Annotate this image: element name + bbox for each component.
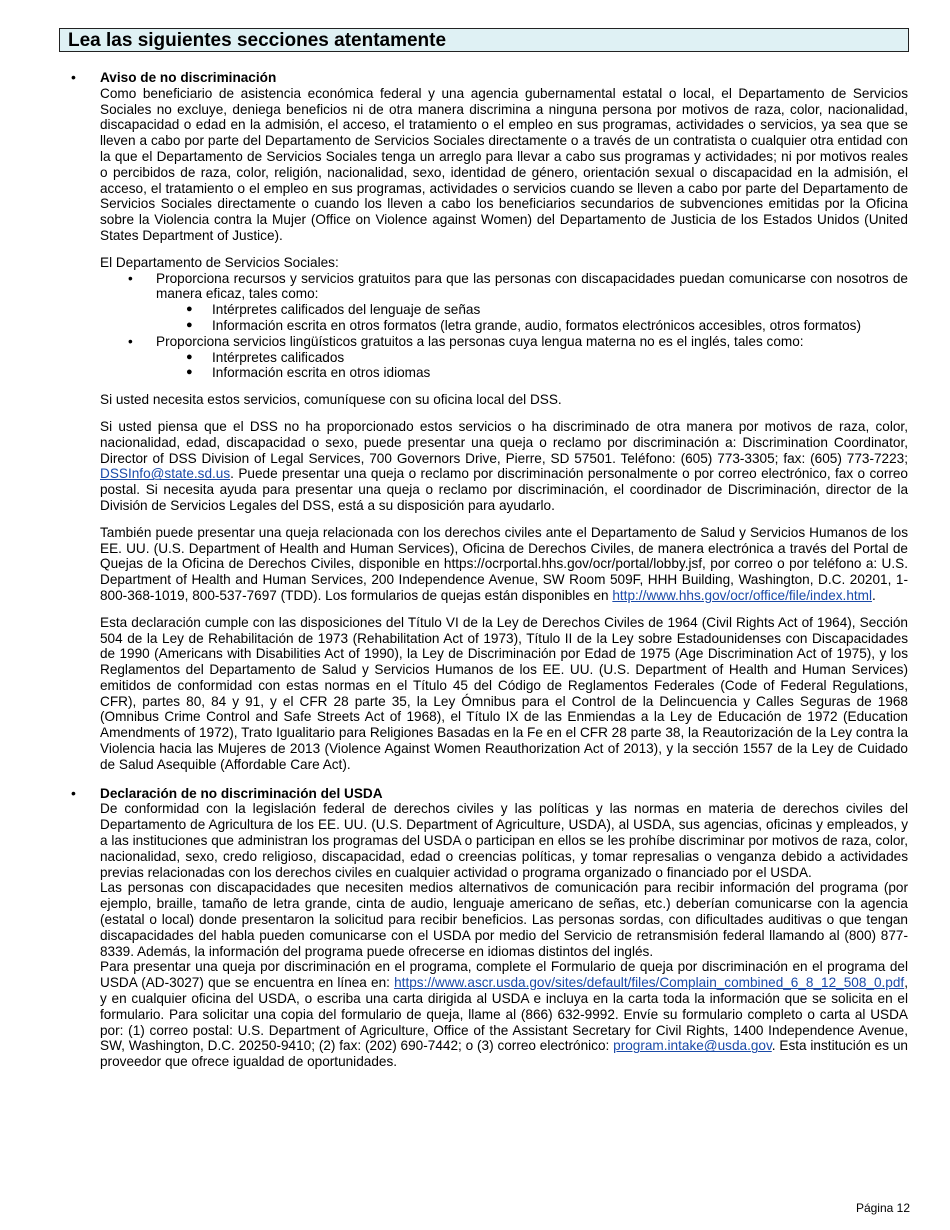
paragraph: Para presentar una queja por discriminación en el programa, complete el Formulario de queja por discriminación en el programa del USDA (AD-3027) que se encuentra en línea en: https://www.ascr.usda.gov/sites/default/files/Complain_combined_6_8_12_508_0.pdf, y en cualquier oficina del USDA, o escriba una carta dirigida al USDA e incluya en la carta toda la información que se solicita en el formulario. Para solicitar una copia del formulario de queja, llame al (866) 632-9992. Envíe su formulario completo o carta al USDA por: (1) correo postal: U.S. Department of Agriculture, Office of the Assistant Secretary for Civil Rights, 1400 Independence Avenue, SW, Washington, D.C. 20250-9410; (2) fax: (202) 690-7442; o (3) correo electrónico: program.intake@usda.gov. Esta institución es un proveedor que ofrece igualdad de oportunidades. [100, 959, 908, 1070]
bullet-icon: • [71, 69, 76, 85]
dss-email-link[interactable]: DSSInfo@state.sd.us [100, 466, 231, 482]
section-title: Declaración de no discriminación del USDA [100, 785, 383, 801]
usda-form-link[interactable]: https://www.ascr.usda.gov/sites/default/files/Complain_combined_6_8_12_508_0.pdf [394, 975, 905, 991]
list-item: ● Intérpretes calificados [212, 350, 908, 366]
bullet-icon: • [71, 784, 76, 801]
hhs-link[interactable]: http://www.hhs.gov/ocr/office/file/index.html [612, 587, 873, 603]
dss-intro: El Departamento de Servicios Sociales: [100, 254, 339, 270]
list-item: • Proporciona servicios lingüísticos gratuitos a las personas cuya lengua materna no es el inglés, tales como: ● Intérpretes calificados ● Información escrita en otros idiomas [156, 334, 908, 381]
services-list [100, 271, 908, 382]
paragraph: Las personas con discapacidades que necesiten medios alternativos de comunicación para recibir información del programa (por ejemplo, braille, tamaño de letra grande, cinta de audio, lenguaje americano de señas, etc.) deberían comunicarse con la agencia (estatal o local) donde presentaron la solicitud para recibir beneficios. Las personas sordas, con dificultades auditivas o que tengan discapacidades del habla pueden comunicarse con el USDA por medio del Servicio de retransmisión federal llamando al (800) 877-8339. Además, la información del programa puede ofrecerse en idiomas distintos del inglés. [100, 880, 908, 959]
hhs-paragraph: También puede presentar una queja relacionada con los derechos civiles ante el Departamento de Salud y Servicios Humanos de los EE. UU. (U.S. Department of Health and Human Services), Oficina de Derechos Civiles, de manera electrónica a través del Portal de Quejas de la Oficina de Derechos Civiles, disponible en https://ocrportal.hhs.gov/ocr/portal/lobby.jsf, por correo o por teléfono a: U.S. Department of Health and Human Services, 200 Independence Avenue, SW Room 509F, HHH Building, Washington, D.C. 20201, 1-800-368-1019, 800-537-7697 (TDD). Los formularios de quejas están disponibles en http://www.hhs.gov/ocr/office/file/index.html. [100, 524, 908, 603]
complaint-paragraph: Si usted piensa que el DSS no ha proporcionado estos servicios o ha discriminado de otra manera por motivos de raza, color, nacionalidad, edad, discapacidad o sexo, puede presentar una queja o reclamo por discriminación a: Discrimination Coordinator, Director of DSS Division of Legal Services, 700 Governors Drive, Pierre, SD 57501. Teléfono: (605) 773-3305; fax: (605) 773-7223; DSSInfo@state.sd.us. Puede presentar una queja o reclamo por discriminación personalmente o por correo electrónico, fax o correo postal. Si necesita ayuda para presentar una queja o reclamo por discriminación, el coordinador de Discriminación, director de la División de Servicios Legales del DSS, está a su disposición para ayudarlo. [100, 418, 908, 513]
declaration-paragraph: Esta declaración cumple con las disposiciones del Título VI de la Ley de Derechos Civiles de 1964 (Civil Rights Act of 1964), Sección 504 de la Ley de Rehabilitación de 1973 (Rehabilitation Act of 1973), Título II de la Ley sobre Estadounidenses con Discapacidades de 1990 (Americans with Disabilities Act of 1990), la Ley de Discriminación por Edad de 1975 (Age Discrimination Act of 1975), y los Reglamentos del Departamento de Salud y Servicios Humanos de los EE. UU. (U.S. Department of Health and Human Services) emitidos de conformidad con estas normas en el Título 45 del Código de Reglamentos Federales (Code of Federal Regulations, CFR), partes 80, 84 y 91, y el CFR 28 parte 35, la Ley Ómnibus para el Control de la Delincuencia y Calles Seguras de 1968 (Omnibus Crime Control and Safe Streets Act of 1968), el Título IX de las Enmiendas a la Ley de Educación de 1972 (Education Amendments of 1972), Trato Igualitario para Religiones Basadas en la Fe en el CFR 28 parte 38, la Reautorización de la Ley contra la Violencia hacia las Mujeres de 2013 (Violence Against Women Reauthorization Act of 2013), y la sección 1557 de la Ley de Cuidado de Salud Asequible (Affordable Care Act). [100, 614, 908, 772]
list-item: ● Intérpretes calificados del lenguaje de señas [212, 302, 908, 318]
sub-list [156, 302, 908, 334]
usda-email-link[interactable]: program.intake@usda.gov [613, 1038, 772, 1054]
usda-statement [71, 784, 908, 1070]
sub-list [156, 350, 908, 382]
paragraph: Como beneficiario de asistencia económica federal y una agencia gubernamental estatal o local, el Departamento de Servicios Sociales no excluye, deniega beneficios ni de otra manera discrimina a ninguna persona por motivos de raza, color, nacionalidad, discapacidad o edad en la admisión, el acceso, el tratamiento o el empleo en sus programas, actividades o servicios, ya sea que se lleven a cabo por parte del Departamento de Servicios Sociales directamente o a través de un contratista o cualquier otra entidad con la que el Departamento de Servicios Sociales tenga un arreglo para llevar a cabo sus programas y actividades; ni por motivos reales o percibidos de raza, color, religión, nacionalidad, sexo, identidad de género, orientación sexual o discapacidad en la admisión, el acceso, el tratamiento o el empleo en sus programas, actividades o servicios cuando se lleven a cabo por parte del Departamento de Servicios Sociales directamente o cuando los lleven a cabo los beneficiarios secundarios de subvenciones emitidas por la Oficina sobre la Violencia contra la Mujer (Office on Violence against Women) del Departamento de Justicia de los Estados Unidos (United States Department of Justice). [100, 85, 908, 243]
document-body [71, 69, 908, 1070]
section-header [59, 28, 909, 52]
list-item: ● Información escrita en otros formatos (letra grande, audio, formatos electrónicos accesibles, otros formatos) [212, 318, 908, 334]
list-item: • Proporciona recursos y servicios gratuitos para que las personas con discapacidades puedan comunicarse con nosotros de manera eficaz, tales como: ● Intérpretes calificados del lenguaje de señas ● Información escrita en otros formatos (letra grande, audio, formatos electrónicos accesibles, otros formatos) [156, 271, 908, 334]
list-item: ● Información escrita en otros idiomas [212, 365, 908, 381]
paragraph: De conformidad con la legislación federal de derechos civiles y las políticas y las normas en materia de derechos civiles del Departamento de Agricultura de los EE. UU. (U.S. Department of Agriculture, USDA), al USDA, sus agencias, oficinas y empleados, y a las instituciones que administran los programas del USDA o participan en ellos se les prohíbe discriminar por motivos de raza, color, nacionalidad, sexo, credo religioso, discapacidad, edad o creencias políticas, y tomar represalias o venganza debido a actividades previas relacionadas con los derechos civiles en cualquier actividad o programa organizado o financiado por el USDA. [100, 801, 908, 880]
page-number: Página 12 [855, 1201, 910, 1215]
header-title: Lea las siguientes secciones atentamente [68, 30, 447, 51]
contact-line: Si usted necesita estos servicios, comuníquese con su oficina local del DSS. [100, 392, 562, 408]
nondiscrimination-notice [71, 69, 908, 773]
section-title: Aviso de no discriminación [100, 70, 277, 85]
